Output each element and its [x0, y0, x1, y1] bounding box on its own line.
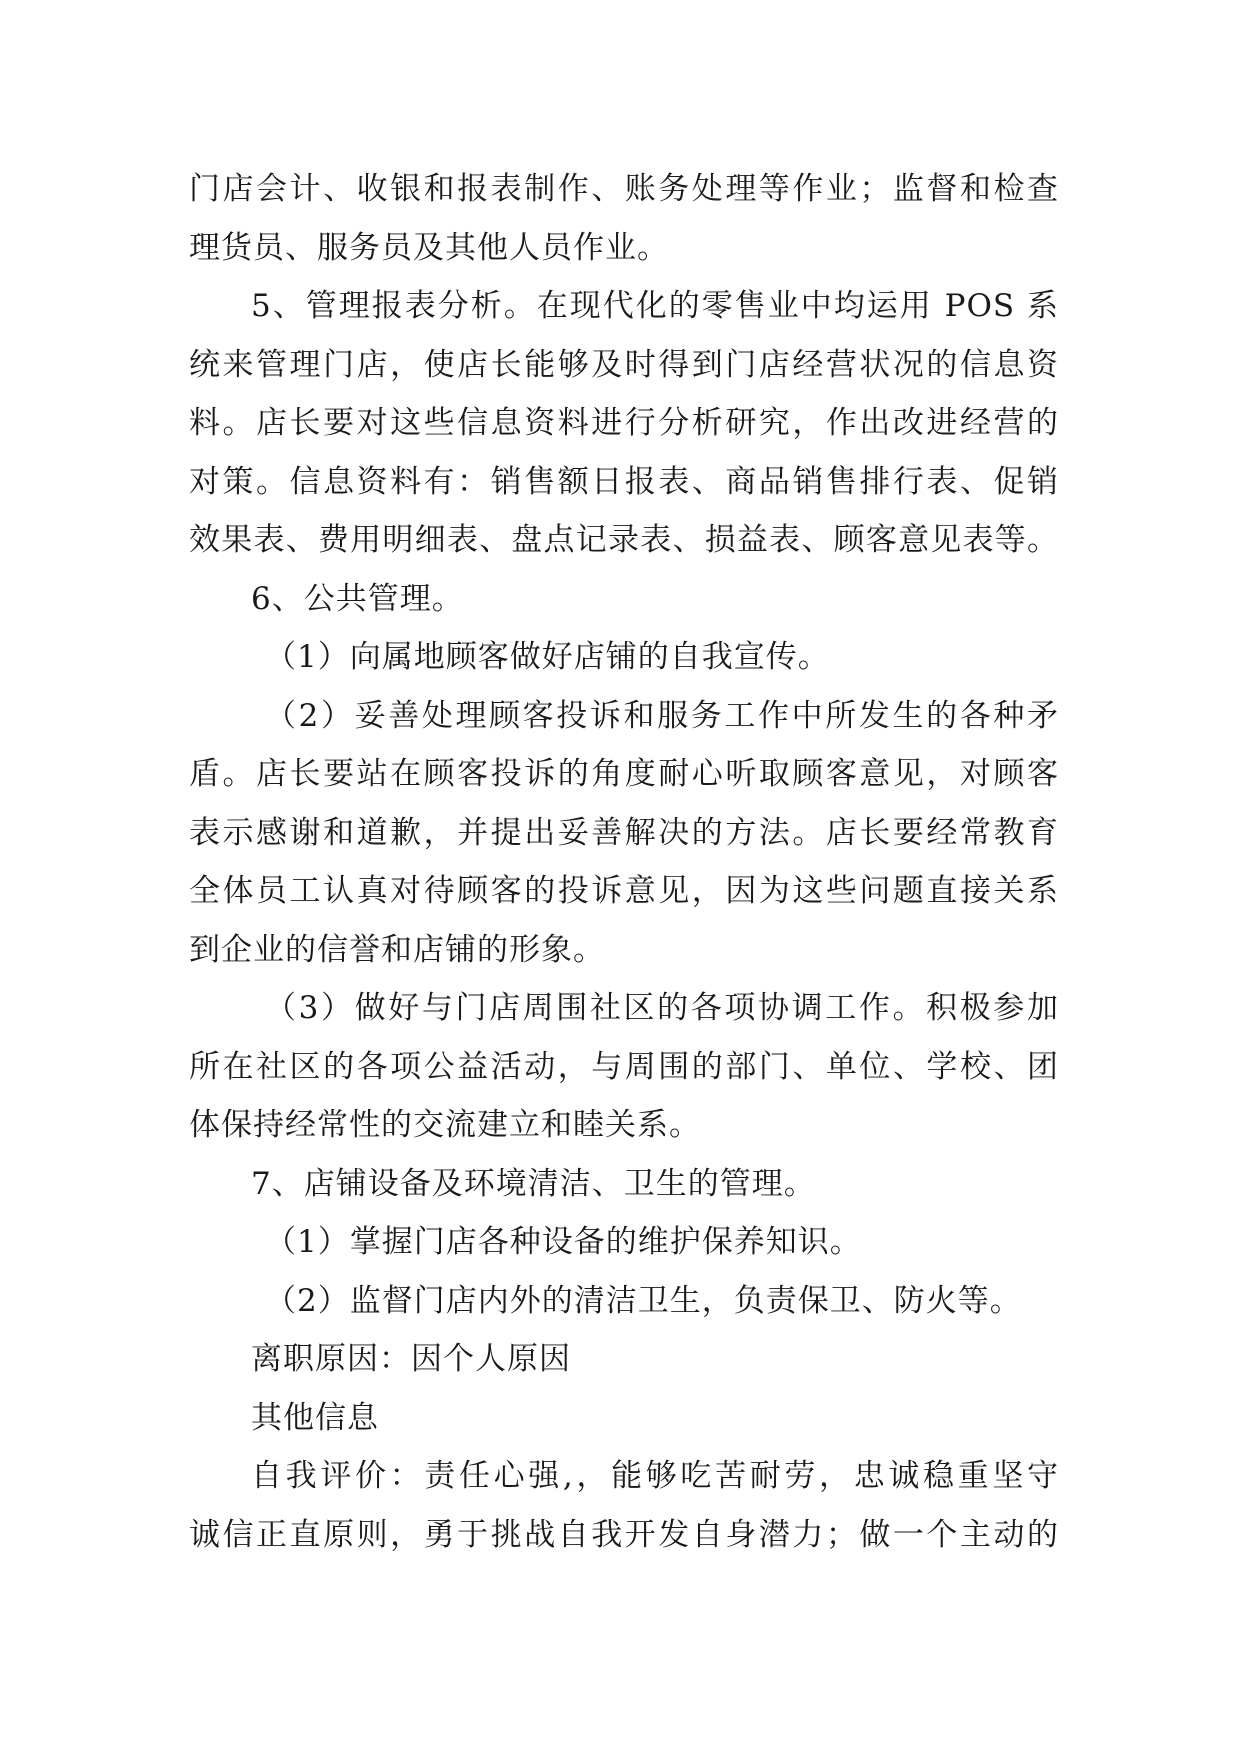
text-line: 自我评价：责任心强,，能够吃苦耐劳，忠诚稳重坚守: [251, 1458, 1059, 1494]
document-body: [189, 160, 1059, 1564]
text-line: （1）向属地顾客做好店铺的自我宣传。: [265, 639, 830, 675]
text-line: 诚信正直原则，勇于挑战自我开发自身潜力；做一个主动的: [189, 1516, 1059, 1553]
text-line: 其他信息: [251, 1399, 379, 1436]
text-line: 对策。信息资料有：销售额日报表、商品销售排行表、促销: [189, 463, 1059, 500]
text-line: 理货员、服务员及其他人员作业。: [189, 229, 669, 266]
text-line: 体保持经常性的交流建立和睦关系。: [189, 1107, 701, 1143]
text-line: （2）妥善处理顾客投诉和服务工作中所发生的各种矛: [265, 697, 1059, 734]
text-line: 7、店铺设备及环境清洁、卫生的管理。: [251, 1165, 816, 1202]
text-line: 统来管理门店，使店长能够及时得到门店经营状况的信息资: [189, 346, 1059, 383]
text-line: 效果表、费用明细表、盘点记录表、损益表、顾客意见表等。: [189, 522, 1059, 558]
text-line: 所在社区的各项公益活动，与周围的部门、单位、学校、团: [189, 1048, 1059, 1085]
text-line: 盾。店长要站在顾客投诉的角度耐心听取顾客意见，对顾客: [189, 756, 1059, 792]
text-line: 门店会计、收银和报表制作、账务处理等作业；监督和检查: [189, 171, 1059, 207]
text-line: 到企业的信誉和店铺的形象。: [189, 931, 605, 968]
text-line: 表示感谢和道歉，并提出妥善解决的方法。店长要经常教育: [189, 814, 1059, 851]
text-line: （2）监督门店内外的清洁卫生，负责保卫、防火等。: [265, 1282, 1022, 1319]
text-line: 离职原因：因个人原因: [251, 1341, 571, 1377]
text-line: （3）做好与门店周围社区的各项协调工作。积极参加: [265, 990, 1059, 1026]
text-line: 5、管理报表分析。在现代化的零售业中均运用 POS 系: [251, 288, 1059, 324]
text-line: （1）掌握门店各种设备的维护保养知识。: [265, 1224, 862, 1260]
text-line: 全体员工认真对待顾客的投诉意见，因为这些问题直接关系: [189, 873, 1059, 909]
text-line: 料。店长要对这些信息资料进行分析研究，作出改进经营的: [189, 405, 1059, 441]
text-line: 6、公共管理。: [251, 580, 464, 617]
